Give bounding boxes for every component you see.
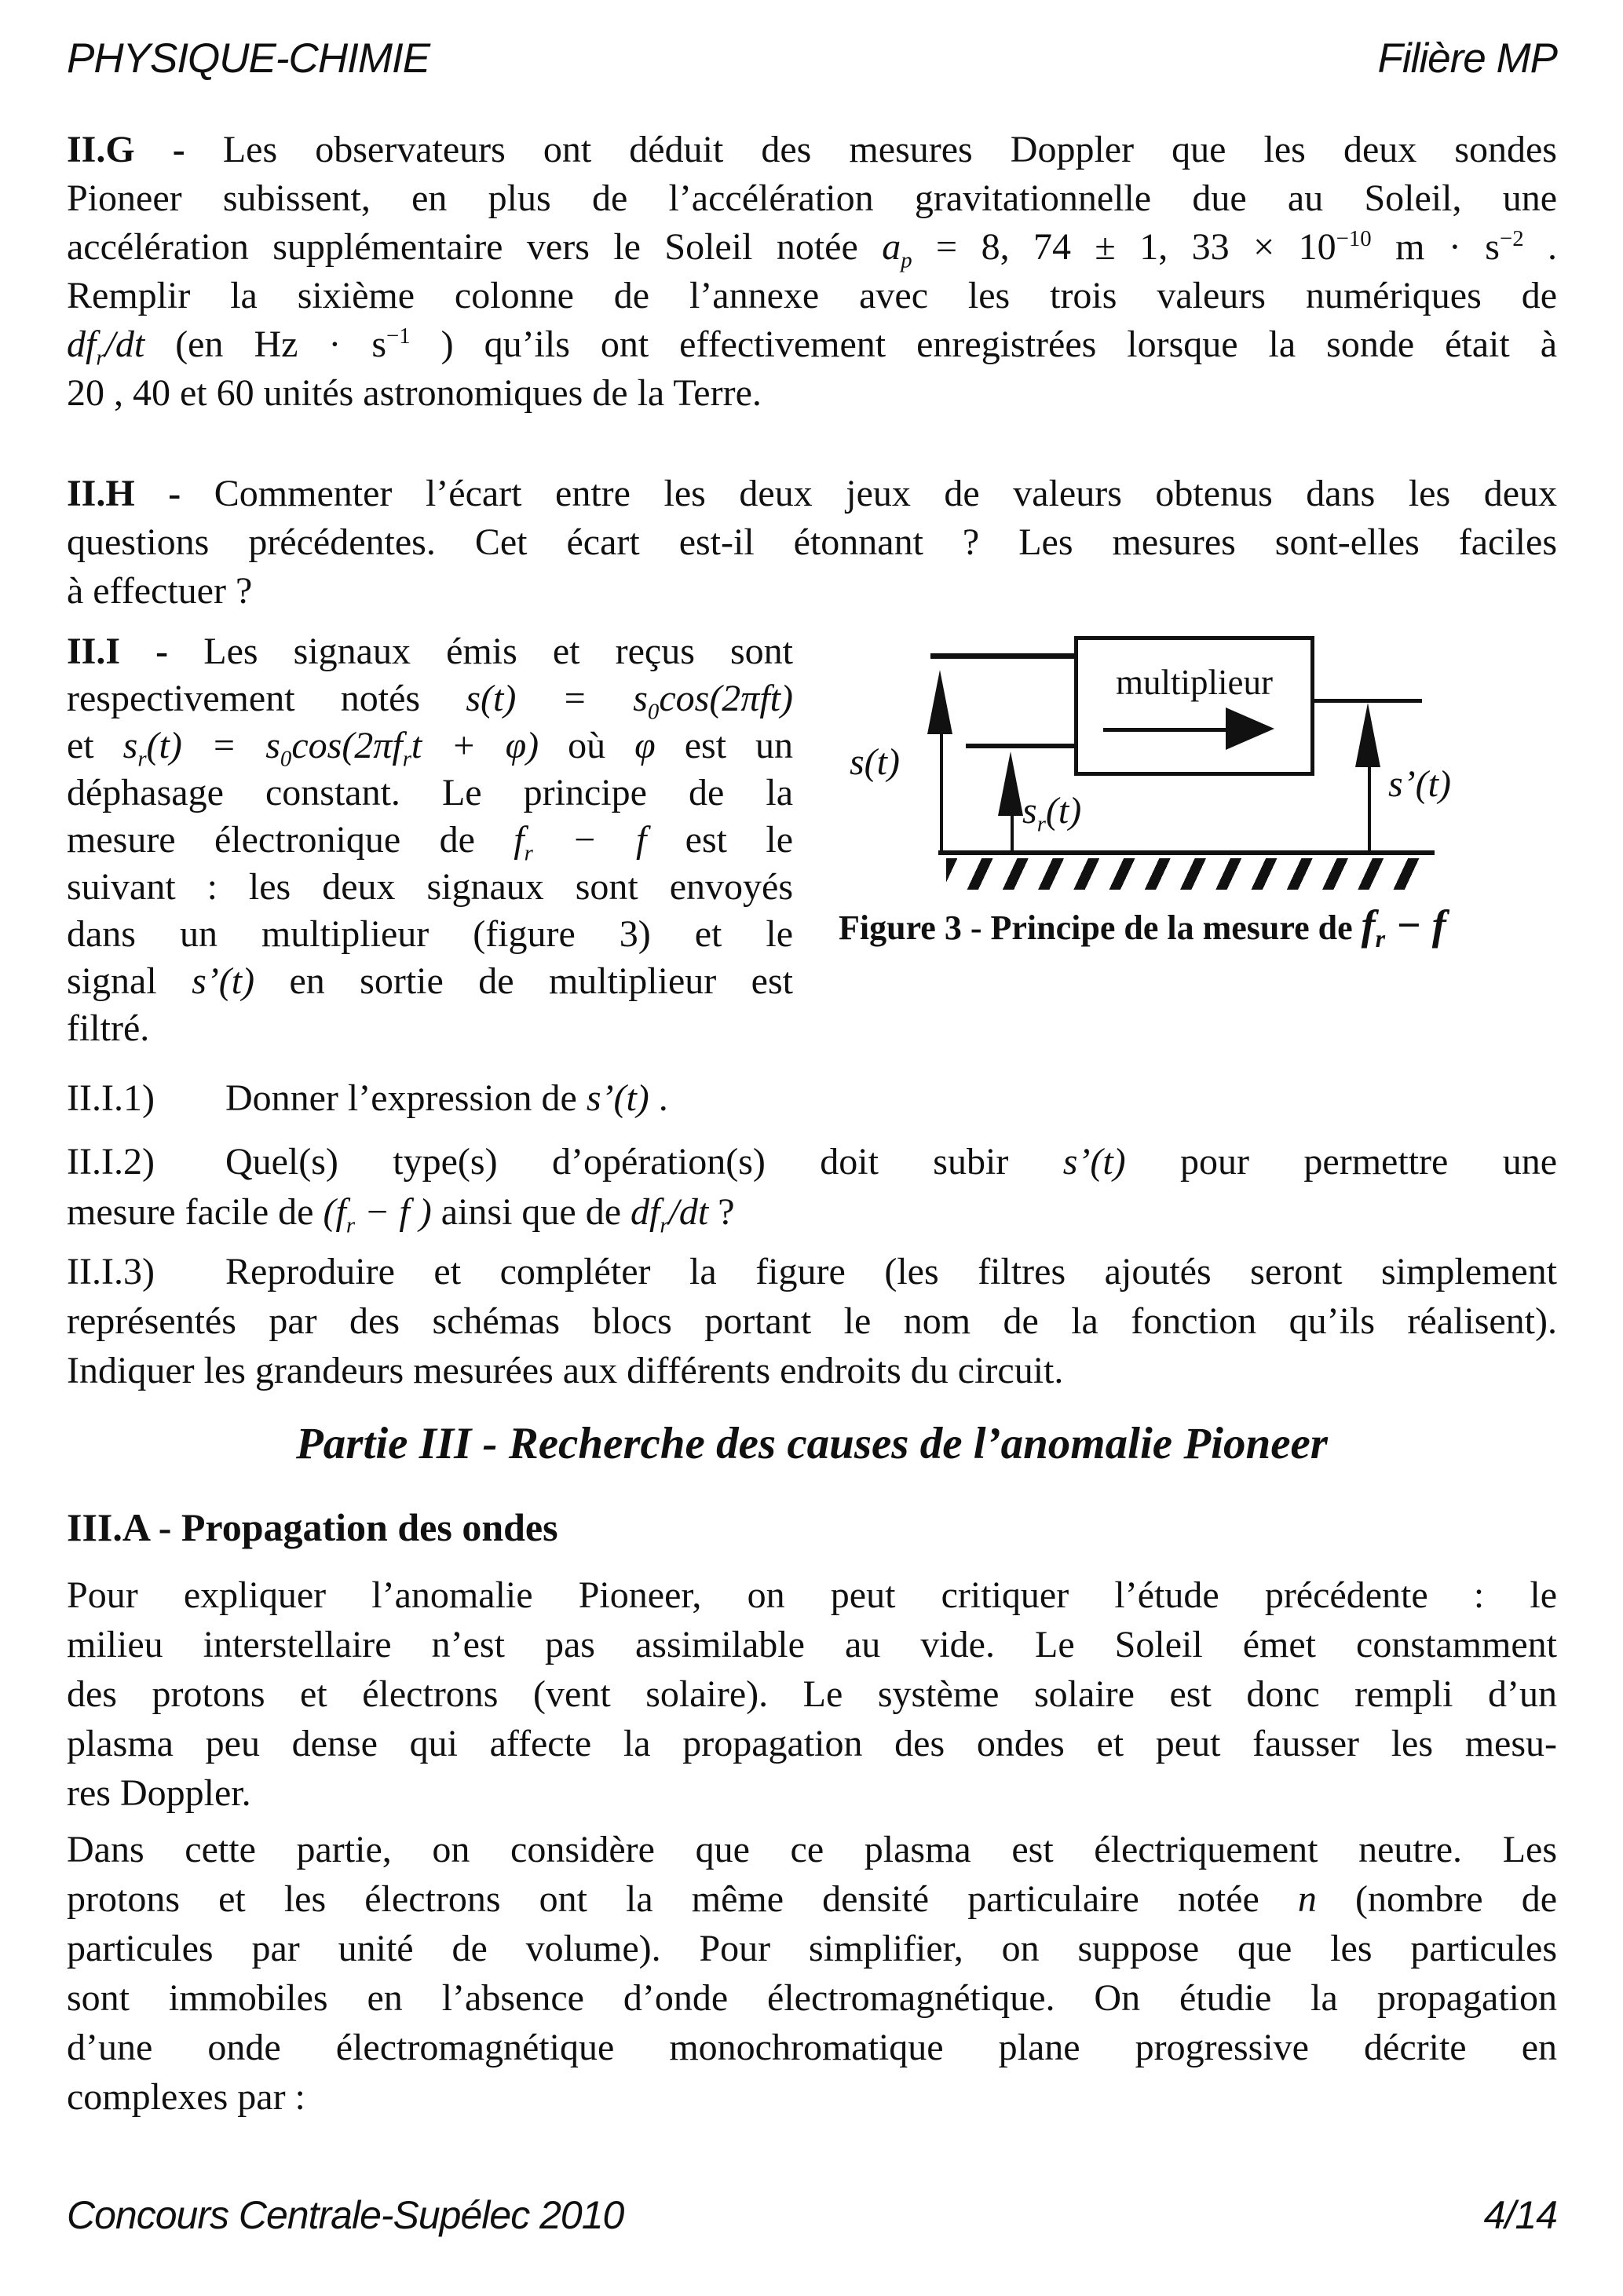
math-run: f bbox=[1361, 901, 1376, 949]
math-run: n bbox=[1297, 1878, 1317, 1920]
math-run: (t) bbox=[1045, 790, 1082, 832]
page-header bbox=[67, 35, 1557, 82]
section-label: II.I - bbox=[67, 631, 169, 672]
text-run: Commenter l’écart entre les deux jeux de valeurs obtenus dans les deux bbox=[181, 473, 1557, 514]
figure-caption bbox=[839, 901, 1608, 952]
text-line bbox=[67, 126, 1557, 174]
superscript: −1 bbox=[386, 324, 411, 349]
sprime-arrow-head bbox=[1355, 703, 1380, 767]
text-run: où bbox=[539, 725, 635, 766]
question-label: II.I.2) bbox=[67, 1141, 155, 1183]
math-run: df bbox=[67, 324, 97, 365]
subscript: r bbox=[660, 1212, 669, 1238]
section-II-G bbox=[67, 126, 1557, 418]
text-run: filtré. bbox=[67, 1007, 150, 1049]
text-run: questions précédentes. Cet écart est-il étonnant ? Les mesures sont-elles faciles bbox=[67, 521, 1557, 563]
text-line bbox=[67, 369, 1557, 418]
subscript: r bbox=[1036, 811, 1046, 837]
math-run: cos(2πf bbox=[291, 725, 403, 766]
text-run: (en Hz · s bbox=[144, 324, 387, 365]
math-run: /dt bbox=[668, 1191, 709, 1233]
footer-exam-name: Concours Centrale-Supélec 2010 bbox=[67, 2193, 624, 2237]
sr-arrow-shaft bbox=[1011, 814, 1014, 850]
math-run: s bbox=[122, 725, 138, 766]
text-run: res Doppler. bbox=[67, 1772, 251, 1814]
text-line bbox=[67, 1005, 793, 1052]
subscript: r bbox=[524, 840, 533, 866]
page-footer bbox=[67, 2192, 1557, 2238]
section-label: II.G - bbox=[67, 129, 185, 170]
subscript: 0 bbox=[280, 746, 292, 772]
text-run: Indiquer les grandeurs mesurées aux différents endroits du circuit. bbox=[67, 1350, 1064, 1391]
math-run: (f bbox=[323, 1191, 346, 1233]
text-run: milieu interstellaire n’est pas assimilable au vide. Le Soleil émet constamment bbox=[67, 1624, 1557, 1665]
subscript: r bbox=[402, 746, 411, 772]
text-run: Les observateurs ont déduit des mesures Doppler que les deux sondes bbox=[185, 129, 1557, 170]
input-line-sr bbox=[966, 744, 1074, 748]
text-line bbox=[67, 911, 793, 958]
multiplier-arrow-shaft bbox=[1103, 728, 1226, 732]
part-III-heading: Partie III - Recherche des causes de l’anomalie Pioneer bbox=[295, 1419, 1328, 1468]
question-II-I-2 bbox=[67, 1137, 1557, 1238]
text-line bbox=[67, 770, 793, 817]
input-line-s bbox=[930, 653, 1074, 659]
subscript: r bbox=[1375, 923, 1386, 952]
text-line bbox=[67, 223, 1557, 272]
text-line bbox=[67, 1719, 1557, 1768]
text-line bbox=[67, 1768, 1557, 1818]
text-line bbox=[67, 1247, 1557, 1296]
text-run: = 8, 74 ± 1, 33 × 10 bbox=[912, 226, 1336, 268]
text-run: d’une onde électromagnétique monochromatique plane progressive décrite en bbox=[67, 2027, 1557, 2068]
text-run: mesure facile de bbox=[67, 1191, 324, 1233]
text-run: ? bbox=[708, 1191, 735, 1233]
text-run: pour permettre une bbox=[1125, 1141, 1557, 1183]
math-run: f bbox=[514, 819, 525, 861]
text-run: est un bbox=[655, 725, 794, 766]
text-line bbox=[67, 1874, 1557, 1924]
text-run: . bbox=[1523, 226, 1558, 268]
multiplier-label: multiplieur bbox=[1116, 663, 1273, 702]
math-run: s’(t) bbox=[586, 1077, 649, 1119]
text-run: (nombre de bbox=[1316, 1878, 1557, 1920]
math-run: s(t) = s bbox=[466, 678, 648, 719]
question-label: II.I.1) bbox=[67, 1077, 155, 1119]
text-run: Donner l’expression de bbox=[225, 1077, 587, 1119]
text-run: complexes par : bbox=[67, 2076, 305, 2118]
text-line bbox=[67, 1973, 1557, 2023]
text-run: des protons et électrons (vent solaire). Le système solaire est donc rempli d’un bbox=[67, 1673, 1557, 1715]
text-run: représentés par des schémas blocs portant le nom de la fonction qu’ils réalisent). bbox=[67, 1300, 1557, 1342]
text-line bbox=[67, 1825, 1557, 1874]
subscript: p bbox=[901, 247, 912, 273]
text-line bbox=[67, 1137, 1557, 1187]
footer-page-number: 4/14 bbox=[1483, 2193, 1557, 2237]
subscript: 0 bbox=[647, 699, 660, 725]
sprime-arrow-shaft bbox=[1368, 766, 1371, 850]
text-line bbox=[67, 1620, 1557, 1669]
question-II-I-1 bbox=[67, 1074, 1557, 1123]
text-line bbox=[67, 1346, 1557, 1395]
math-run: cos(2πft) bbox=[659, 678, 793, 719]
text-run: à effectuer ? bbox=[67, 570, 253, 612]
math-run: t + φ) bbox=[411, 725, 539, 766]
math-run: s’(t) bbox=[192, 960, 255, 1002]
subscript: r bbox=[345, 1212, 356, 1238]
math-run: − f ) bbox=[355, 1191, 432, 1233]
text-line bbox=[67, 2072, 1557, 2122]
text-run: Pioneer subissent, en plus de l’accélération gravitationnelle due au Soleil, une bbox=[67, 177, 1557, 219]
text-line bbox=[67, 958, 793, 1005]
text-run: m · s bbox=[1371, 226, 1500, 268]
text-line bbox=[67, 1570, 1557, 1620]
text-run: protons et les électrons ont la même densité particulaire notée bbox=[67, 1878, 1298, 1920]
paragraph-plasma bbox=[67, 1825, 1557, 2122]
text-run: signal bbox=[67, 960, 192, 1002]
section-label: II.H - bbox=[67, 473, 181, 514]
text-run: dans un multiplieur (figure 3) et le bbox=[67, 913, 793, 955]
section-III-A-heading: III.A - Propagation des ondes bbox=[67, 1505, 558, 1549]
multiplier-box bbox=[1074, 636, 1314, 776]
math-run: a bbox=[882, 226, 901, 268]
text-run: Quel(s) type(s) d’opération(s) doit subir bbox=[225, 1141, 1063, 1183]
text-line bbox=[67, 1187, 1557, 1238]
text-line bbox=[67, 1296, 1557, 1346]
text-line bbox=[67, 174, 1557, 223]
text-run: Remplir la sixième colonne de l’annexe avec les trois valeurs numériques de bbox=[67, 275, 1557, 316]
multiplier-arrow-head bbox=[1226, 707, 1274, 750]
course-title: PHYSIQUE-CHIMIE bbox=[67, 35, 430, 82]
text-run: déphasage constant. Le principe de la bbox=[67, 772, 793, 813]
text-run: mesure électronique de bbox=[67, 819, 514, 861]
math-run: s’(t) bbox=[1062, 1141, 1126, 1183]
caption-text: Figure 3 - Principe de la mesure de bbox=[839, 909, 1362, 947]
text-run: Dans cette partie, on considère que ce plasma est électriquement neutre. Les bbox=[67, 1829, 1557, 1870]
text-run: Reproduire et compléter la figure (les filtres ajoutés seront simplement bbox=[225, 1251, 1557, 1292]
math-run: (t) = s bbox=[146, 725, 280, 766]
text-line bbox=[67, 817, 793, 864]
text-line bbox=[67, 2023, 1557, 2072]
math-run: /dt bbox=[104, 324, 145, 365]
question-label: II.I.3) bbox=[67, 1251, 155, 1292]
sr-arrow-head bbox=[998, 751, 1023, 816]
text-line bbox=[67, 1669, 1557, 1719]
text-run: en sortie de multiplieur est bbox=[254, 960, 794, 1002]
text-line bbox=[67, 675, 793, 725]
ground-line bbox=[938, 850, 1435, 855]
section-II-H bbox=[67, 470, 1557, 616]
text-line bbox=[67, 628, 793, 675]
text-run: ainsi que de bbox=[431, 1191, 631, 1233]
text-run: et bbox=[67, 725, 123, 766]
superscript: −10 bbox=[1336, 226, 1372, 251]
text-line bbox=[67, 320, 1557, 369]
subscript: r bbox=[137, 746, 147, 772]
text-run: respectivement notés bbox=[67, 678, 466, 719]
text-run: 20 , 40 et 60 unités astronomiques de la Terre. bbox=[67, 372, 762, 414]
math-run: s(t) bbox=[850, 741, 900, 783]
label-sprime bbox=[1388, 764, 1451, 806]
figure-3 bbox=[839, 624, 1623, 993]
math-run: φ bbox=[634, 725, 656, 766]
text-run: . bbox=[649, 1077, 668, 1119]
text-run: sont immobiles en l’absence d’onde électromagnétique. On étudie la propagation bbox=[67, 1977, 1557, 2019]
text-run: Les signaux émis et reçus sont bbox=[168, 631, 793, 672]
text-line bbox=[67, 722, 793, 770]
text-line bbox=[67, 1074, 1557, 1123]
text-line bbox=[67, 1924, 1557, 1973]
math-run: − f bbox=[532, 819, 647, 861]
track-label: Filière MP bbox=[1377, 35, 1557, 82]
text-run: Pour expliquer l’anomalie Pioneer, on peut critiquer l’étude précédente : le bbox=[67, 1574, 1557, 1616]
text-run: particules par unité de volume). Pour simplifier, on suppose que les particules bbox=[67, 1928, 1557, 1969]
math-run: s’(t) bbox=[1388, 763, 1451, 805]
text-run: plasma peu dense qui affecte la propagation des ondes et peut fausser les mesu- bbox=[67, 1723, 1557, 1764]
text-run: accélération supplémentaire vers le Soleil notée bbox=[67, 226, 883, 268]
label-sr bbox=[1022, 790, 1082, 837]
text-line bbox=[67, 518, 1557, 567]
text-line bbox=[67, 470, 1557, 518]
s-arrow-shaft bbox=[940, 733, 943, 850]
label-s bbox=[850, 742, 900, 784]
s-arrow-head bbox=[927, 670, 952, 734]
text-line bbox=[67, 272, 1557, 320]
math-run: df bbox=[631, 1191, 660, 1233]
paragraph-propagation bbox=[67, 1570, 1557, 1818]
math-run: s bbox=[1022, 790, 1037, 832]
subscript: r bbox=[96, 345, 105, 371]
ground-hatching bbox=[946, 858, 1422, 890]
math-run: − f bbox=[1385, 901, 1446, 949]
superscript: −2 bbox=[1499, 226, 1524, 251]
text-run: suivant : les deux signaux sont envoyés bbox=[67, 866, 793, 908]
section-II-I bbox=[67, 628, 793, 1052]
text-line bbox=[67, 567, 1557, 616]
text-line bbox=[67, 864, 793, 911]
text-run: ) qu’ils ont effectivement enregistrées lorsque la sonde était à bbox=[410, 324, 1557, 365]
text-run: est le bbox=[646, 819, 794, 861]
question-II-I-3 bbox=[67, 1247, 1557, 1395]
